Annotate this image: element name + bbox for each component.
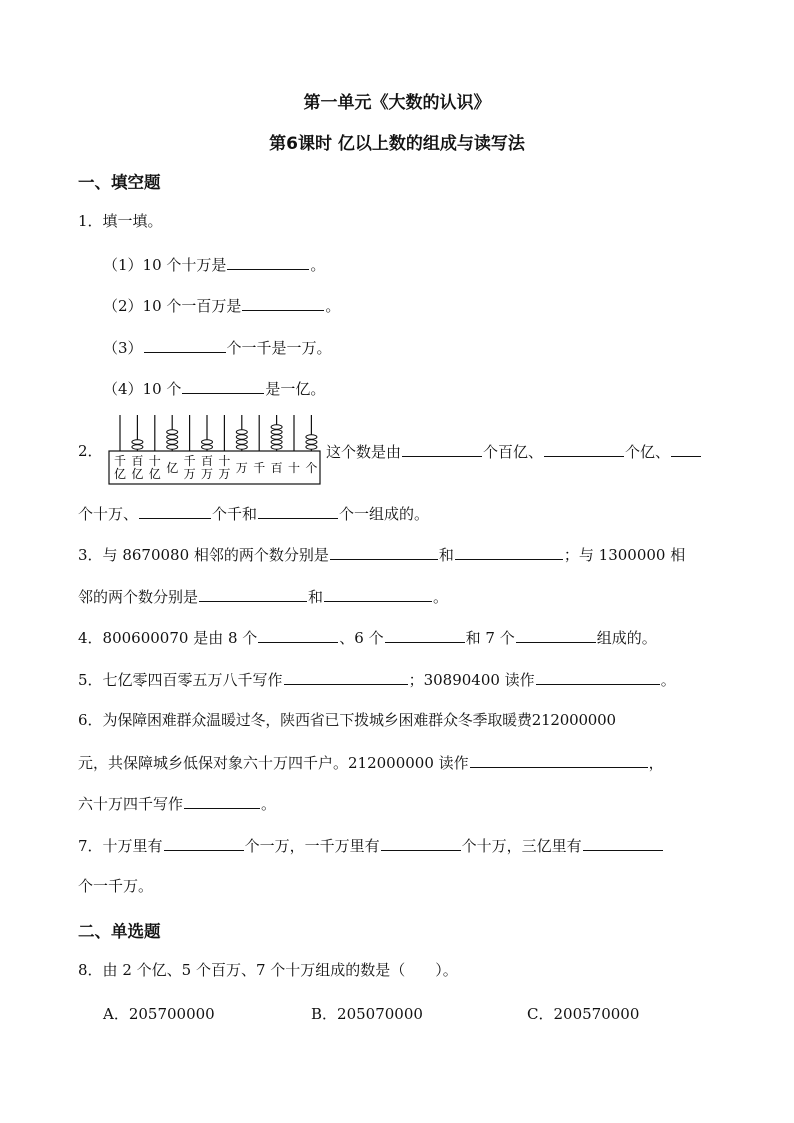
question-text: 个千和 [212, 505, 258, 523]
question-text: 个十万，三亿里有 [461, 837, 582, 855]
abacus-bead [202, 445, 213, 449]
question-number: 8． [78, 961, 103, 979]
answer-blank[interactable] [385, 627, 465, 643]
question-3-line-2 [78, 586, 448, 607]
question-8-stem [78, 960, 458, 980]
part-text: 个一千是一万。 [226, 339, 332, 357]
question-text: 由 2 个亿、5 个百万、7 个十万组成的数是（ ）。 [102, 961, 458, 979]
question-text: 个亿、 [625, 443, 671, 461]
answer-blank[interactable] [324, 586, 432, 602]
abacus-bead [236, 430, 247, 434]
abacus-label: 十 [287, 461, 301, 475]
option-a[interactable]: A．205700000 [103, 1005, 215, 1023]
question-1-part-1 [103, 254, 325, 275]
part-text: （4）10 个 [103, 380, 182, 398]
abacus-labels [114, 453, 317, 481]
question-1-part-2 [103, 295, 340, 316]
abacus-bead [167, 445, 178, 449]
question-text: 元，共保障城乡低保对象六十万四千户。212000000 读作 [78, 754, 469, 772]
abacus-bead [271, 430, 282, 434]
abacus-bead [167, 440, 178, 444]
abacus-label-char: 千 [183, 454, 196, 468]
question-text: 和 7 个 [465, 629, 515, 647]
abacus-bead [236, 440, 247, 444]
answer-blank[interactable] [470, 752, 648, 768]
part-text: （3） [103, 339, 143, 357]
abacus-label-char: 十 [218, 454, 231, 468]
answer-blank[interactable] [184, 793, 260, 809]
lesson-title: 第6课时 亿以上数的组成与读写法 [269, 134, 525, 154]
abacus-bead [236, 445, 247, 449]
question-4 [78, 627, 657, 648]
question-text: 个一万，一千万里有 [244, 837, 380, 855]
question-text: 十万里有 [102, 837, 163, 855]
answer-blank[interactable] [330, 544, 438, 560]
answer-blank[interactable] [544, 441, 624, 457]
abacus-label-char: 百 [131, 454, 144, 468]
answer-blank[interactable] [284, 669, 408, 685]
question-text: 组成的。 [596, 629, 657, 647]
abacus-bead [271, 435, 282, 439]
part-text: （2）10 个一百万是 [103, 297, 242, 315]
abacus-bead [167, 435, 178, 439]
question-text: 为保障困难群众温暖过冬，陕西省已下拨城乡困难群众冬季取暖费212000000 [102, 711, 616, 729]
answer-blank[interactable] [182, 378, 264, 394]
question-1-part-4 [103, 378, 325, 399]
section-single-choice: 二、单选题 [78, 922, 161, 941]
abacus-label: 百 [270, 461, 283, 475]
answer-blank[interactable] [536, 669, 660, 685]
answer-blank[interactable] [402, 441, 482, 457]
answer-blank[interactable] [164, 835, 244, 851]
part-text: 。 [310, 256, 326, 274]
abacus-figure [108, 413, 322, 487]
question-text: 和 [438, 546, 454, 564]
question-number: 1． [78, 212, 103, 230]
abacus-label: 个 [305, 461, 318, 475]
abacus-label-char: 千 [113, 454, 127, 468]
question-text: 个百亿、 [483, 443, 544, 461]
question-text: 个一组成的。 [339, 505, 430, 523]
option-b[interactable]: B．205070000 [311, 1005, 423, 1023]
answer-blank[interactable] [144, 337, 226, 353]
part-text: （1）10 个十万是 [103, 256, 227, 274]
section-fill-blank: 一、填空题 [78, 173, 161, 192]
question-text: 、6 个 [339, 629, 384, 647]
answer-blank[interactable] [381, 835, 461, 851]
question-1-stem [78, 211, 163, 231]
question-1-part-3 [103, 337, 332, 358]
abacus-label: 亿 [166, 461, 179, 475]
question-text: 与 8670080 相邻的两个数分别是 [102, 546, 329, 564]
question-text: ， [648, 754, 664, 772]
abacus-label: 万 [235, 461, 248, 475]
abacus-bead [202, 440, 213, 444]
question-text: ；30890400 读作 [408, 671, 535, 689]
question-text: 。 [660, 671, 676, 689]
question-7-line-1 [78, 835, 664, 856]
answer-blank[interactable] [258, 627, 338, 643]
abacus-bead [306, 435, 317, 439]
answer-blank[interactable] [199, 586, 307, 602]
answer-blank[interactable] [583, 835, 663, 851]
abacus-label-char: 亿 [148, 467, 161, 481]
question-number: 3． [78, 546, 103, 564]
question-number: 6． [78, 711, 103, 729]
question-2-number: 2． [78, 442, 103, 460]
abacus-bead [271, 445, 282, 449]
question-text: 六十万四千写作 [78, 795, 184, 813]
question-number: 4． [78, 629, 103, 647]
abacus-rods [120, 415, 317, 451]
abacus-bead [306, 445, 317, 449]
question-6-line-1 [78, 710, 616, 730]
question-6-line-2 [78, 752, 664, 773]
question-number: 7． [78, 837, 103, 855]
option-c[interactable]: C．200570000 [527, 1005, 640, 1023]
part-text: 。 [325, 297, 341, 315]
question-2-line-2 [78, 503, 429, 524]
answer-blank[interactable] [455, 544, 563, 560]
abacus-label-char: 万 [218, 467, 231, 481]
question-text: 和 [308, 588, 324, 606]
question-text: 邻的两个数分别是 [78, 588, 199, 606]
question-5 [78, 669, 676, 690]
abacus-label: 千 [253, 461, 266, 475]
answer-blank[interactable] [139, 503, 211, 519]
answer-blank[interactable] [258, 503, 338, 519]
answer-blank[interactable] [516, 627, 596, 643]
abacus-label-char: 十 [148, 454, 161, 468]
abacus-bead [236, 435, 247, 439]
question-text: 这个数是由 [326, 443, 402, 461]
unit-title: 第一单元《大数的认识》 [303, 93, 491, 113]
question-7-line-2 [78, 876, 153, 896]
question-text: 个一千万。 [78, 877, 154, 895]
abacus-label-char: 万 [200, 467, 214, 481]
question-text: 。 [433, 588, 449, 606]
abacus-bead [132, 440, 143, 444]
question-text: 七亿零四百零五万八千写作 [102, 671, 283, 689]
answer-blank[interactable] [242, 295, 324, 311]
question-text: 填一填。 [102, 212, 163, 230]
abacus-label-char: 亿 [113, 467, 127, 481]
abacus-bead [167, 430, 178, 434]
abacus-label-char: 亿 [131, 467, 144, 481]
question-6-line-3 [78, 793, 276, 814]
question-number: 5． [78, 671, 103, 689]
question-text: 个十万、 [78, 505, 139, 523]
answer-blank[interactable] [671, 441, 701, 457]
part-text: 是一亿。 [265, 380, 326, 398]
question-2-line-1 [326, 441, 702, 462]
abacus-label-char: 百 [200, 454, 214, 468]
question-text: ；与 1300000 相 [563, 546, 686, 564]
abacus-bead [132, 445, 143, 449]
abacus-bead [271, 440, 282, 444]
question-text: 800600070 是由 8 个 [102, 629, 258, 647]
abacus-bead [271, 425, 282, 429]
abacus-bead [306, 440, 317, 444]
abacus-label-char: 万 [183, 467, 196, 481]
question-3-line-1 [78, 544, 685, 565]
question-text: 。 [261, 795, 277, 813]
answer-blank[interactable] [227, 254, 309, 270]
